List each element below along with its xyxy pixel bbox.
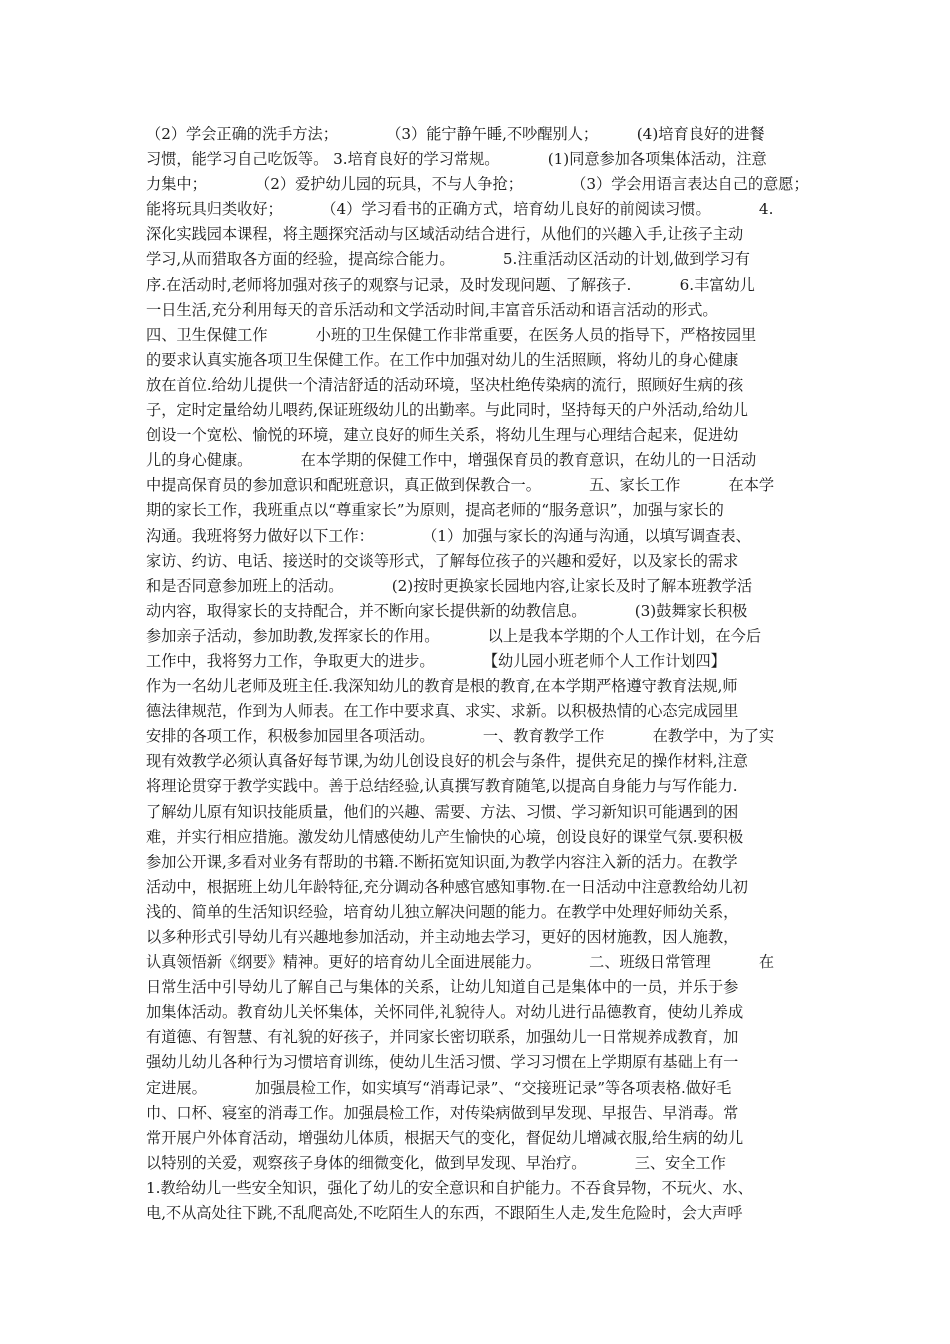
text-line: 作为一名幼儿老师及班主任.我深知幼儿的教育是根的教育,在本学期严格遵守教育法规,师 — [146, 677, 738, 696]
text-line: 将理论贯穿于教学实践中。善于总结经验,认真撰写教育随笔,以提高自身能力与写作能力. — [146, 777, 738, 796]
text-line: 的要求认真实施各项卫生保健工作。在工作中加强对幼儿的生活照顾，将幼儿的身心健康 — [146, 350, 739, 369]
text-line: 了解幼儿原有知识技能质量，他们的兴趣、需要、方法、习惯、学习新知识可能遇到的困 — [146, 802, 739, 821]
text-line: 家访、约访、电话、接送时的交谈等形式，了解每位孩子的兴趣和爱好，以及家长的需求 — [146, 551, 739, 570]
text-line: 和是否同意参加班上的活动。 (2)按时更换家长园地内容,让家长及时了解本班教学活 — [146, 576, 753, 595]
text-line: 德法律规范，作到为人师表。在工作中要求真、求实、求新。以积极热情的心态完成园里 — [146, 702, 739, 721]
text-line: 强幼儿幼儿各种行为习惯培育训练，使幼儿生活习惯、学习习惯在上学期原有基础上有一 — [146, 1053, 739, 1072]
text-line: 有道德、有智慧、有礼貌的好孩子，并同家长密切联系，加强幼儿一日常规养成教育，加 — [146, 1028, 739, 1047]
text-line: 中提高保育员的参加意识和配班意识，真正做到保教合一。 五、家长工作 在本学 — [146, 476, 775, 495]
text-line: 期的家长工作，我班重点以“尊重家长”为原则，提高老师的“服务意识”，加强与家长的 — [146, 501, 724, 520]
text-line: 以特别的关爱，观察孩子身体的细微变化，做到早发现、早治疗。 三、安全工作 — [146, 1153, 726, 1172]
text-line: 安排的各项工作，积极参加园里各项活动。 一、教育教学工作 在教学中，为了实 — [146, 727, 775, 746]
text-line: 参加公开课,多看对业务有帮助的书籍.不断拓宽知识面,为教学内容注入新的活力。在教学 — [146, 852, 738, 871]
text-line: 学习,从而猎取各方面的经验，提高综合能力。 5.注重活动区活动的计划,做到学习有 — [146, 250, 750, 269]
text-line: 能将玩具归类收好； （4）学习看书的正确方式，培育幼儿良好的前阅读习惯。 4. — [146, 200, 774, 219]
text-line: 动内容，取得家长的支持配合，并不断向家长提供新的幼教信息。 (3)鼓舞家长积极 — [146, 601, 748, 620]
text-line: 加集体活动。教育幼儿关怀集体，关怀同伴,礼貌待人。对幼儿进行品德教育，使幼儿养成 — [146, 1003, 744, 1022]
text-line: 创设一个宽松、愉悦的环境，建立良好的师生关系，将幼儿生理与心理结合起来，促进幼 — [146, 426, 739, 445]
text-line: 四、卫生保健工作 小班的卫生保健工作非常重要，在医务人员的指导下，严格按园里 — [146, 325, 757, 344]
text-line: 定进展。 加强晨检工作，如实填写“消毒记录”、“交接班记录”等各项表格.做好毛 — [146, 1078, 732, 1097]
text-line: 子，定时定量给幼儿喂药,保证班级幼儿的出勤率。与此同时，坚持每天的户外活动,给幼儿 — [146, 401, 748, 420]
text-line: 认真领悟新《纲要》精神。更好的培育幼儿全面进展能力。 二、班级日常管理 在 — [146, 953, 775, 972]
text-line: 现有效教学必须认真备好每节课,为幼儿创设良好的机会与条件，提供充足的操作材料,注意 — [146, 752, 748, 771]
document-body-text — [146, 122, 816, 1226]
text-line: 巾、口杯、寝室的消毒工作。加强晨检工作，对传染病做到早发现、早报告、早消毒。常 — [146, 1103, 739, 1122]
text-line: 一日生活,充分利用每天的音乐活动和文学活动时间,丰富音乐活动和语言活动的形式。 — [146, 300, 718, 319]
text-line: 浅的、简单的生活知识经验，培育幼儿独立解决问题的能力。在教学中处理好师幼关系， — [146, 902, 739, 921]
text-line: 参加亲子活动，参加助教,发挥家长的作用。 以上是我本学期的个人工作计划，在今后 — [146, 626, 762, 645]
text-line: 电,不从高处往下跳,不乱爬高处,不吃陌生人的东西，不跟陌生人走,发生危险时，会大声呼 — [146, 1204, 743, 1223]
text-line: 力集中； （2）爱护幼儿园的玩具，不与人争抢； （3）学会用语言表达自己的意愿； — [146, 175, 809, 194]
text-line: 深化实践园本课程，将主题探究活动与区域活动结合进行，从他们的兴趣入手,让孩子主动 — [146, 225, 744, 244]
text-line: 常开展户外体育活动，增强幼儿体质，根据天气的变化，督促幼儿增减衣服,给生病的幼儿 — [146, 1128, 744, 1147]
text-line: 活动中，根据班上幼儿年龄特征,充分调动各种感官感知事物.在一日活动中注意教给幼儿初 — [146, 877, 748, 896]
text-line: 序.在活动时,老师将加强对孩子的观察与记录，及时发现问题、了解孩子. 6.丰富幼儿 — [146, 275, 755, 294]
text-line: 沟通。我班将努力做好以下工作： （1）加强与家长的沟通与沟通，以填写调查表、 — [146, 526, 751, 545]
text-line: 1.教给幼儿一些安全知识，强化了幼儿的安全意识和自护能力。不吞食异物，不玩火、水、 — [146, 1178, 753, 1197]
text-line: 以多种形式引导幼儿有兴趣地参加活动，并主动地去学习，更好的因材施教，因人施教， — [146, 928, 739, 946]
text-line: 儿的身心健康。 在本学期的保健工作中，增强保育员的教育意识，在幼儿的一日活动 — [146, 451, 757, 470]
text-line: 难，并实行相应措施。激发幼儿情感使幼儿产生愉快的心境，创设良好的课堂气氛.要积极 — [146, 827, 744, 846]
text-line: （2）学会正确的洗手方法； （3）能宁静午睡,不吵醒别人； (4)培育良好的进餐 — [146, 125, 765, 143]
text-line: 工作中，我将努力工作，争取更大的进步。 【幼儿园小班老师个人工作计划四】 — [146, 651, 726, 670]
text-line: 习惯，能学习自己吃饭等。 3.培育良好的学习常规。 (1)同意参加各项集体活动，注意 — [146, 150, 767, 169]
text-line: 放在首位.给幼儿提供一个清洁舒适的活动环境，坚决杜绝传染病的流行，照顾好生病的孩 — [146, 375, 744, 394]
text-line: 日常生活中引导幼儿了解自己与集体的关系，让幼儿知道自己是集体中的一员，并乐于参 — [146, 978, 739, 997]
